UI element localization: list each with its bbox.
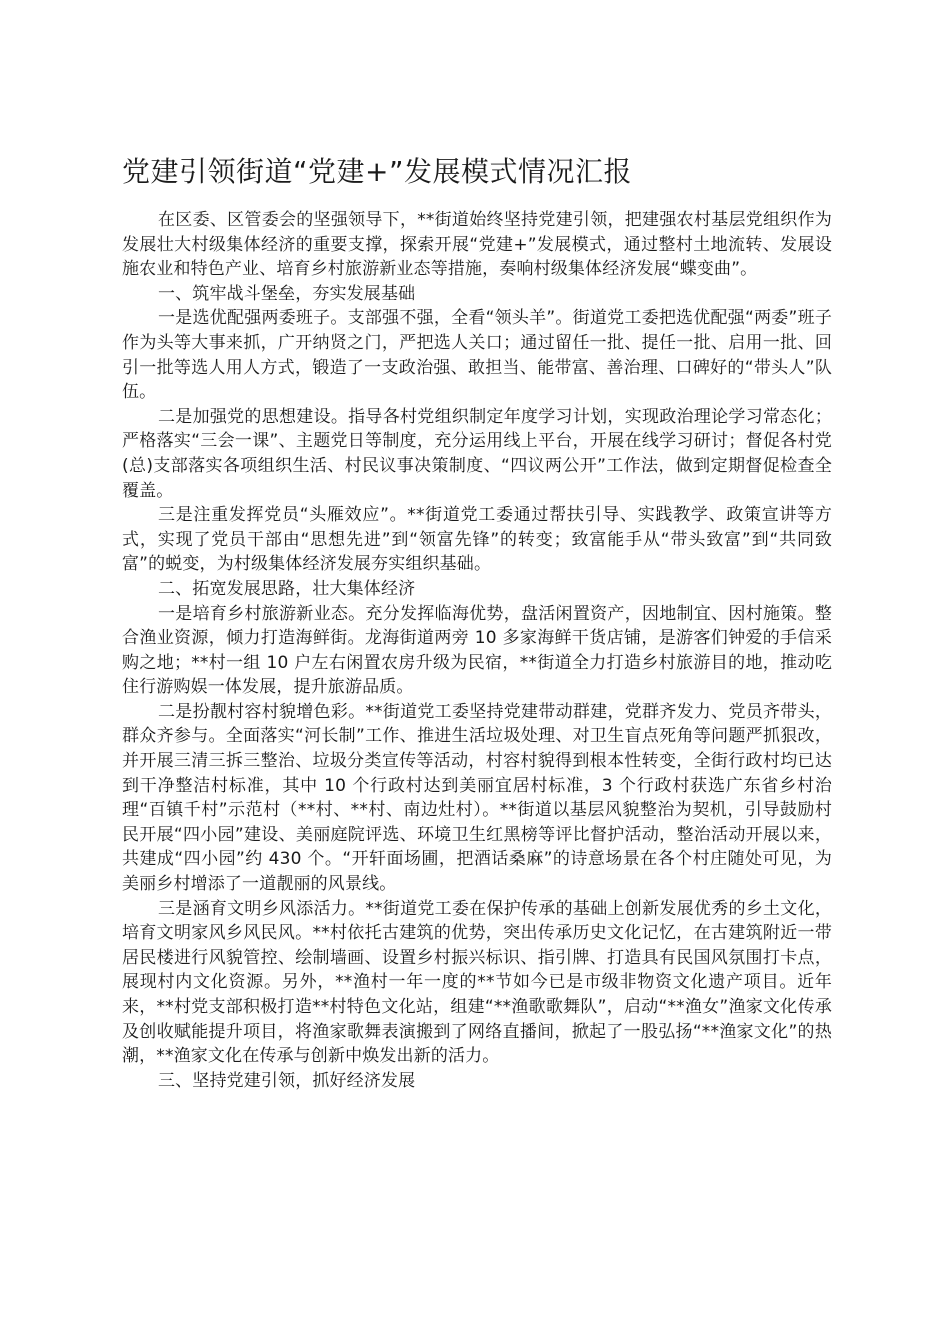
paragraph-2-3: 三是涵育文明乡风添活力。**街道党工委在保护传承的基础上创新发展优秀的乡土文化，培育文明家风乡风民风。**村依托古建筑的优势，突出传承历史文化记忆，在古建筑附近一带居民楼进行风貌管控、绘制墙画、设置乡村振兴标识、指引牌、打造具有民国风氛围打卡点，展现村内文化资源。另外，**渔村一年一度的**节如今已是市级非物资文化遗产项目。近年来，**村党支部积极打造**村特色文化站，组建“**渔歌歌舞队”，启动“**渔女”渔家文化传承及创收赋能提升项目，将渔家歌舞表演搬到了网络直播间，掀起了一股弘扬“**渔家文化”的热潮，**渔家文化在传承与创新中焕发出新的活力。 bbox=[122, 898, 832, 1067]
paragraph-1-2: 二是加强党的思想建设。指导各村党组织制定年度学习计划，实现政治理论学习常态化；严格落实“三会一课”、主题党日等制度，充分运用线上平台，开展在线学习研讨；督促各村党(总)支部落实各项组织生活、村民议事决策制度、“四议两公开”工作法，做到定期督促检查全覆盖。 bbox=[122, 406, 832, 501]
section-heading-3: 三、坚持党建引领，抓好经济发展 bbox=[158, 1070, 416, 1091]
paragraph-2-1: 一是培育乡村旅游新业态。充分发挥临海优势，盘活闲置资产，因地制宜、因村施策。整合渔业资源，倾力打造海鲜街。龙海街道两旁 10 多家海鲜干货店铺，是游客们钟爱的手信采购之地；**村一组 10 户左右闲置农房升级为民宿，**街道全力打造乡村旅游目的地，推动吃住行游购娱一体发展，提升旅游品质。 bbox=[122, 603, 832, 698]
paragraph-1-3: 三是注重发挥党员“头雁效应”。**街道党工委通过帮扶引导、实践教学、政策宣讲等方式，实现了党员干部由“思想先进”到“领富先锋”的转变；致富能手从“带头致富”到“共同致富”的蜕变，为村级集体经济发展夯实组织基础。 bbox=[122, 505, 832, 575]
paragraph-2-2: 二是扮靓村容村貌增色彩。**街道党工委坚持党建带动群建，党群齐发力、党员齐带头，群众齐参与。全面落实“河长制”工作、推进生活垃圾处理、对卫生盲点死角等问题严抓狠改，并开展三清三拆三整治、垃圾分类宣传等活动，村容村貌得到根本性转变，全街行政村均已达到干净整洁村标准，其中 10 个行政村达到美丽宜居村标准，3 个行政村获选广东省乡村治理“百镇千村”示范村（**村、**村、南边灶村）。**街道以基层风貌整治为契机，引导鼓励村民开展“四小园”建设、美丽庭院评选、环境卫生红黑榜等评比督护活动，整治活动开展以来，共建成“四小园”约 430 个。“开轩面场圃，把酒话桑麻”的诗意场景在各个村庄随处可见，为美丽乡村增添了一道靓丽的风景线。 bbox=[122, 701, 832, 895]
paragraph-intro: 在区委、区管委会的坚强领导下，**街道始终坚持党建引领，把建强农村基层党组织作为发展壮大村级集体经济的重要支撑，探索开展“党建+”发展模式，通过整村土地流转、发展设施农业和特色产业、培育乡村旅游新业态等措施，奏响村级集体经济发展“蝶变曲”。 bbox=[122, 210, 832, 280]
paragraph-1-1: 一是选优配强两委班子。支部强不强，全看“领头羊”。街道党工委把选优配强“两委”班子作为头等大事来抓，广开纳贤之门，严把选人关口；通过留任一批、提任一批、启用一批、回引一批等选人用人方式，锻造了一支政治强、敢担当、能带富、善治理、口碑好的“带头人”队伍。 bbox=[122, 308, 832, 403]
section-heading-1: 一、筑牢战斗堡垒，夯实发展基础 bbox=[158, 283, 416, 304]
section-heading-2: 二、拓宽发展思路，壮大集体经济 bbox=[158, 578, 416, 599]
document-title: 党建引领街道“党建+”发展模式情况汇报 bbox=[122, 155, 632, 188]
